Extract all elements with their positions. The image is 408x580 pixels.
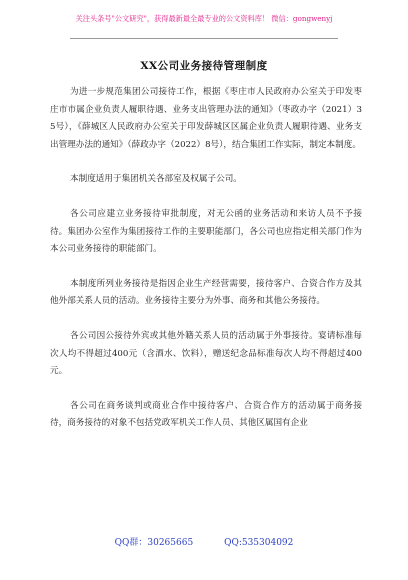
document-body — [50, 84, 362, 450]
qq-contact-number: QQ:535304092 — [224, 538, 294, 548]
paragraph-approval: 各公司应建立业务接待审批制度，对无公函的业务活动和来访人员不予接待。集团办公室作为集团接待工作的主要职能部门，各公司也应指定相关部门作为本公司业务接待的职能部门。 — [50, 208, 362, 255]
header-banner — [0, 0, 408, 34]
page-footer — [0, 535, 408, 548]
header-divider — [70, 38, 338, 39]
paragraph-definition: 本制度所列业务接待是指因企业生产经营需要，接待客户、合资合作方及其他外部关系人员的活动。业务接待主要分为外事、商务和其他公务接待。 — [50, 278, 362, 307]
paragraph-scope: 本制度适用于集团机关各部室及权属子公司。 — [70, 174, 242, 185]
qq-group-number: QQ群：30265665 — [114, 538, 194, 548]
document-title: XX公司业务接待管理制度 — [140, 60, 268, 72]
paragraph-basis: 为进一步规范集团公司接待工作，根据《枣庄市人民政府办公室关于印发枣庄市市属企业负责人履职待遇、业务支出管理办法的通知》（枣政办字（2021）35号），《薛城区人民政府办公室关于印发薛城区区属企业负责人履职待遇、业务支出管理办法的通知》（薛政办字（2022）8号），结合集团工作实际，制定本制度。 — [50, 87, 362, 150]
paragraph-foreign-reception: 各公司因公接待外宾或其他外籍关系人员的活动属于外事接待。宴请标准每次人均不得超过400元（含酒水、饮料），赠送纪念品标准每次人均不得超过400元。 — [50, 330, 362, 377]
promo-banner-text: 关注头条号"公文研究"，获得最新最全最专业的公文资料库！ 微信：gongwenyj — [75, 14, 333, 23]
paragraph-business-reception: 各公司在商务谈判或商业合作中接待客户、合资合作方的活动属于商务接待，商务接待的对象不包括党政军机关工作人员、其他区属国有企业 — [50, 400, 362, 429]
